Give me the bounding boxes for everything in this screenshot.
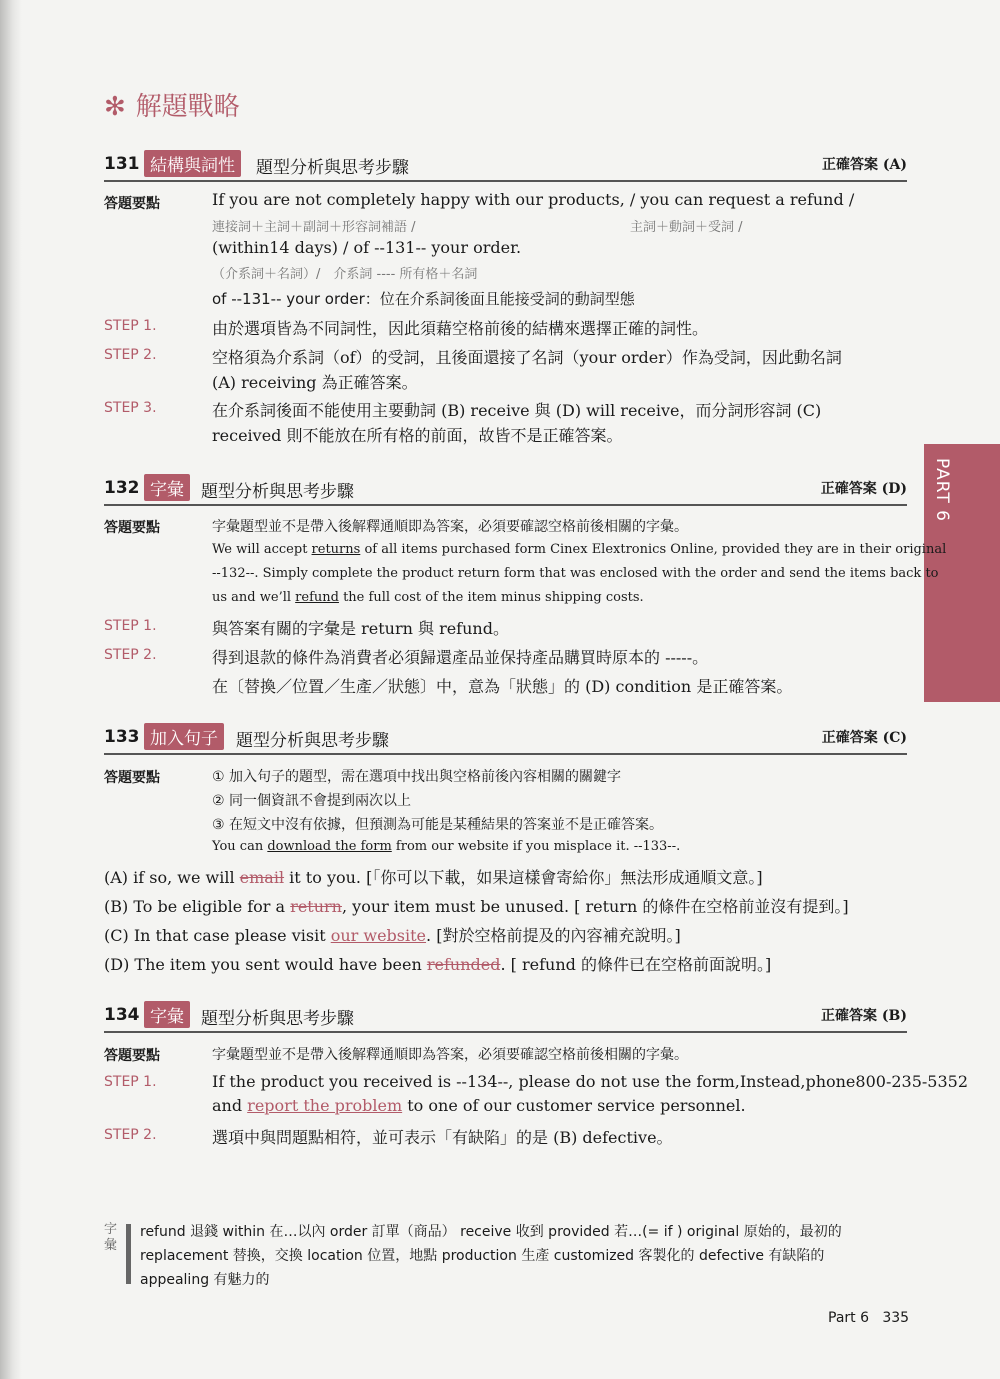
- option-d: (D) The item you sent would have been refunded. [ refund 的條件已在空格前面說明。]: [104, 955, 772, 974]
- vocabulary-line: refund 退錢 within 在…以內 order 訂單（商品） receive 收到 provided 若…(= if ) original 原始的，最初的: [140, 1224, 842, 1240]
- question-type-tag: 字彙: [144, 474, 190, 501]
- vocabulary-text: [140, 1220, 900, 1292]
- asterisk-icon: ✻: [104, 92, 126, 122]
- key-point-text: 字彙題型並不是帶入後解釋通順即為答案，必須要確認空格前後相關的字彙。: [212, 519, 688, 535]
- key-points-label: 答題要點: [104, 520, 160, 536]
- struck-word: return: [290, 897, 342, 916]
- option-c: (C) In that case please visit our website. [對於空格前提及的內容補充說明。]: [104, 926, 681, 945]
- question-type-tag: 結構與詞性: [144, 150, 241, 177]
- question-header: [104, 150, 907, 182]
- section-heading: [104, 86, 240, 123]
- question-title: 題型分析與思考步驟: [201, 1009, 354, 1029]
- step-label: STEP 1.: [104, 1074, 157, 1090]
- page-number: 335: [882, 1310, 910, 1326]
- question-header: [104, 474, 907, 506]
- step-text: 由於選項皆為不同詞性，因此須藉空格前後的結構來選擇正確的詞性。: [212, 319, 709, 338]
- step-text: and report the problem to one of our customer service personnel.: [212, 1096, 746, 1115]
- step-label: STEP 1.: [104, 318, 157, 334]
- option-b: (B) To be eligible for a return, your item must be unused. [ return 的條件在空格前並沒有提到。]: [104, 897, 849, 916]
- sentence-gloss: （介系詞＋名詞）/ 介系詞 ---- 所有格＋名詞: [212, 267, 478, 282]
- question-type-tag: 加入句子: [144, 723, 224, 750]
- sentence-line: If you are not completely happy with our products, / you can request a refund /: [212, 190, 855, 209]
- correct-answer: 正確答案 (B): [821, 1008, 907, 1024]
- key-point-text: ② 同一個資訊不會提到兩次以上: [212, 793, 412, 809]
- underlined-phrase: our website: [330, 926, 427, 945]
- question-title: 題型分析與思考步驟: [236, 731, 389, 751]
- underlined-phrase: download the form: [267, 839, 392, 854]
- key-point-text: 字彙題型並不是帶入後解釋通順即為答案，必須要確認空格前後相關的字彙。: [212, 1047, 688, 1063]
- structure-note: of --131-- your order：位在介系詞後面且能接受詞的動詞型態: [212, 290, 635, 308]
- key-points-label: 答題要點: [104, 770, 160, 786]
- passage-line: You can download the form from our website if you misplace it. --133--.: [212, 839, 681, 854]
- key-point-text: ③ 在短文中沒有依據，但預測為可能是某種結果的答案並不是正確答案。: [212, 817, 663, 833]
- option-a: (A) if so, we will email it to you. [「你可以下載，如果這樣會寄給你」無法形成通順文意。]: [104, 868, 763, 887]
- step-text: 在〔替換／位置／生產／狀態〕中，意為「狀態」的 (D) condition 是正確答案。: [212, 677, 793, 696]
- step-text: 得到退款的條件為消費者必須歸還產品並保持產品購買時原本的 -----。: [212, 648, 709, 667]
- question-type-tag: 字彙: [144, 1001, 190, 1028]
- sentence-gloss: 主詞＋動詞＋受詞 /: [630, 220, 743, 235]
- question-header: [104, 723, 907, 755]
- vocabulary-line: appealing 有魅力的: [140, 1272, 270, 1288]
- passage-line: us and we’ll refund the full cost of the item minus shipping costs.: [212, 590, 644, 605]
- step-text: 空格須為介系詞（of）的受詞，且後面還接了名詞（your order）作為受詞，因此動名詞: [212, 348, 842, 367]
- step-text: (A) receiving 為正確答案。: [212, 373, 418, 392]
- question-title: 題型分析與思考步驟: [256, 158, 409, 178]
- question-number: 134: [104, 1005, 140, 1025]
- heading-title: 解題戰略: [135, 92, 240, 122]
- step-text: 選項中與問題點相符，並可表示「有缺陷」的是 (B) defective。: [212, 1128, 673, 1147]
- sentence-gloss: 連接詞＋主詞＋副詞＋形容詞補語 /: [212, 220, 416, 235]
- question-131: [104, 150, 907, 445]
- key-points-label: 答題要點: [104, 1048, 160, 1064]
- passage-line: We will accept returns of all items purchased form Cinex Elextronics Online, provided they are in their original: [212, 542, 947, 557]
- underlined-word: returns: [311, 542, 361, 557]
- question-title: 題型分析與思考步驟: [201, 482, 354, 502]
- correct-answer: 正確答案 (D): [820, 481, 907, 497]
- question-133: [104, 723, 907, 974]
- passage-line: --132--. Simply complete the product return form that was enclosed with the order and send the items back to: [212, 566, 939, 581]
- question-number: 133: [104, 727, 140, 747]
- key-points-label: 答題要點: [104, 196, 160, 212]
- question-number: 131: [104, 154, 140, 174]
- step-text: received 則不能放在所有格的前面，故皆不是正確答案。: [212, 426, 623, 445]
- vocabulary-label: 字彙: [104, 1222, 118, 1253]
- page-gutter-shadow: [0, 0, 22, 1379]
- question-134: [104, 1001, 969, 1147]
- correct-answer: 正確答案 (C): [821, 730, 907, 746]
- sentence-line: (within14 days) / of --131-- your order.: [212, 238, 522, 257]
- vocabulary-bar: [126, 1224, 131, 1284]
- step-label: STEP 2.: [104, 347, 157, 363]
- step-text: If the product you received is --134--, please do not use the form,Instead,phone800-235-5352: [212, 1072, 969, 1091]
- key-point-text: ① 加入句子的題型，需在選項中找出與空格前後內容相關的關鍵字: [212, 769, 621, 785]
- step-text: 在介系詞後面不能使用主要動詞 (B) receive 與 (D) will receive，而分詞形容詞 (C): [212, 401, 822, 420]
- step-text: 與答案有關的字彙是 return 與 refund。: [212, 619, 509, 638]
- vocabulary-line: replacement 替換，交換 location 位置，地點 production 生產 customized 客製化的 defective 有缺陷的: [140, 1248, 825, 1264]
- footer-part: Part 6: [828, 1310, 869, 1326]
- correct-answer: 正確答案 (A): [822, 157, 907, 173]
- step-label: STEP 2.: [104, 1127, 157, 1143]
- question-number: 132: [104, 478, 140, 498]
- step-label: STEP 1.: [104, 618, 157, 634]
- struck-word: email: [239, 868, 285, 887]
- page-footer: [828, 1310, 909, 1326]
- step-label: STEP 2.: [104, 647, 157, 663]
- struck-word: refunded: [426, 955, 501, 974]
- underlined-word: refund: [295, 590, 339, 605]
- step-label: STEP 3.: [104, 400, 157, 416]
- side-tab-label: PART 6: [932, 458, 952, 522]
- question-header: [104, 1001, 907, 1033]
- underlined-phrase: report the problem: [247, 1096, 403, 1115]
